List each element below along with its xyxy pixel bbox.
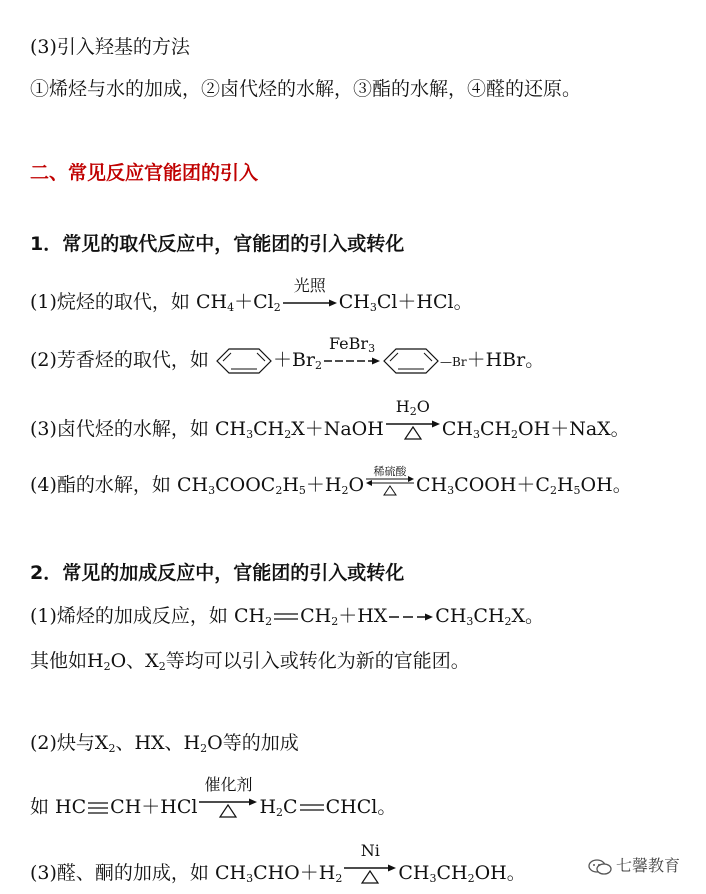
benzene-ring-icon xyxy=(215,347,273,375)
reaction-alkyne-addition-label: (2)炔与$X_2$、HX、$H_2O$等的加成 xyxy=(30,732,299,755)
hydroxyl-heading: (3)引入羟基的方法 xyxy=(30,36,190,58)
reaction-alkene-addition: (1)烯烃的加成反应，如 $CH_2$ $CH_2+HX$ $CH_3CH_2X$。 xyxy=(30,605,545,628)
condition-water: $H_2O$ xyxy=(395,397,430,418)
reaction-arrow xyxy=(387,612,435,622)
substitution-heading: 1．常见的取代反应中，官能团的引入或转化 xyxy=(30,233,405,255)
reaction-arrow xyxy=(342,841,398,885)
addition-heading: 2．常见的加成反应中，官能团的引入或转化 xyxy=(30,562,405,584)
reaction-arrow xyxy=(281,276,339,308)
double-bond-icon xyxy=(272,611,300,623)
benzene-ring-icon xyxy=(382,347,440,375)
reaction-arrow xyxy=(197,775,259,819)
reaction-prefix: 如 xyxy=(30,796,50,818)
reaction-ester-hydrolysis: (4)酯的水解，如 $CH_3COOC_2H_5+H_2O$ 稀硫酸 $CH_3COOH+C_2H_5OH$。 xyxy=(30,473,632,497)
reaction-carbonyl-addition: (3)醛、酮的加成，如 $CH_3CHO+H_2$ Ni $CH_3CH_2OH$。 xyxy=(30,841,526,885)
reaction-tail: ＋HBr。 xyxy=(466,349,545,371)
watermark-text: 七馨教育 xyxy=(615,856,680,875)
reaction-arrow xyxy=(322,334,382,366)
reaction-label: (1)烷烃的取代，如 xyxy=(30,291,190,313)
condition-nickel: Ni xyxy=(360,841,380,860)
reaction-alkane-substitution: (1)烷烃的取代，如 $CH_4+Cl_2$ 光照 $CH_3Cl+HCl$。 xyxy=(30,276,473,314)
reversible-arrow xyxy=(364,465,416,497)
watermark xyxy=(588,853,680,876)
reaction-aromatic-substitution: (2)芳香烃的取代，如 $+Br_2$ FeBr$_3$ —Br＋HBr。 xyxy=(30,347,544,375)
section-title: 二、常见反应官能团的引入 xyxy=(30,162,259,184)
reaction-halide-hydrolysis: (3)卤代烃的水解，如 $CH_3CH_2X+NaOH$ $H_2O$ $CH_3CH_2OH+NaX$。 xyxy=(30,397,630,441)
hydroxyl-methods: ①烯烃与水的加成，②卤代烃的水解，③酯的水解，④醛的还原。 xyxy=(30,78,582,100)
addition-note: 其他如$H_2O$、$X_2$等均可以引入或转化为新的官能团。 xyxy=(30,650,470,673)
condition-febr3: FeBr$_3$ xyxy=(328,334,376,355)
reaction-arrow xyxy=(384,397,442,441)
condition-light: 光照 xyxy=(293,276,326,295)
reaction-label: (3)醛、酮的加成，如 xyxy=(30,862,209,884)
wechat-icon xyxy=(588,858,612,876)
double-bond-icon xyxy=(298,802,326,814)
reaction-label: (1)烯烃的加成反应，如 xyxy=(30,605,228,627)
triple-bond-icon xyxy=(86,801,110,815)
reaction-label: (4)酯的水解，如 xyxy=(30,474,171,496)
reaction-alkyne-addition: 如 HC CH＋HCl 催化剂 $H_2C$ CHCl。 xyxy=(30,775,397,819)
condition-dilute-acid: 稀硫酸 xyxy=(373,465,407,478)
reaction-label: (2)芳香烃的取代，如 xyxy=(30,349,209,371)
bromine-label: Br xyxy=(452,355,467,369)
reaction-label: (3)卤代烃的水解，如 xyxy=(30,418,209,440)
condition-catalyst: 催化剂 xyxy=(204,775,253,794)
